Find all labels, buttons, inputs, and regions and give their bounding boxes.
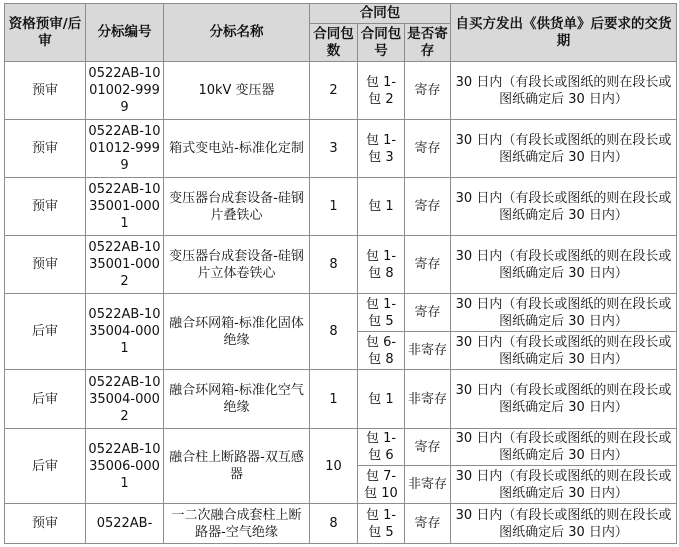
cell-consign: 寄存	[405, 504, 451, 544]
header-delivery: 自买方发出《供货单》后要求的交货期	[451, 4, 677, 62]
cell-consign: 寄存	[405, 236, 451, 294]
cell-name: 一二次融合成套柱上断路器-空气绝缘	[164, 504, 310, 544]
table-row	[5, 236, 677, 294]
cell-code: 0522AB-1035006-0001	[86, 429, 164, 504]
cell-pkg-count: 2	[310, 62, 358, 120]
cell-pkg-count: 8	[310, 236, 358, 294]
cell-code: 0522AB-1035001-0001	[86, 178, 164, 236]
cell-qual: 预审	[5, 178, 86, 236]
cell-consign: 寄存	[405, 62, 451, 120]
table-row	[5, 370, 677, 429]
cell-pkg-no: 包 1-包 5	[358, 294, 405, 332]
cell-name: 变压器台成套设备-硅钢片立体卷铁心	[164, 236, 310, 294]
cell-pkg-count: 1	[310, 178, 358, 236]
cell-consign: 寄存	[405, 294, 451, 332]
cell-pkg-count: 3	[310, 120, 358, 178]
cell-name: 箱式变电站-标准化定制	[164, 120, 310, 178]
cell-qual: 预审	[5, 504, 86, 544]
cell-code: 0522AB-	[86, 504, 164, 544]
cell-name: 变压器台成套设备-硅钢片叠铁心	[164, 178, 310, 236]
header-package-group: 合同包	[310, 4, 451, 24]
cell-name: 融合环网箱-标准化空气绝缘	[164, 370, 310, 429]
header-pkg-count: 合同包数	[310, 24, 358, 62]
cell-consign: 非寄存	[405, 466, 451, 504]
cell-qual: 后审	[5, 429, 86, 504]
cell-qual: 预审	[5, 62, 86, 120]
cell-pkg-no: 包 1-包 2	[358, 62, 405, 120]
cell-delivery: 30 日内（有段长或图纸的则在段长或图纸确定后 30 日内）	[451, 504, 677, 544]
cell-code: 0522AB-1001012-9999	[86, 120, 164, 178]
cell-delivery: 30 日内（有段长或图纸的则在段长或图纸确定后 30 日内）	[451, 332, 677, 370]
cell-delivery: 30 日内（有段长或图纸的则在段长或图纸确定后 30 日内）	[451, 178, 677, 236]
cell-consign: 寄存	[405, 178, 451, 236]
cell-qual: 后审	[5, 370, 86, 429]
cell-consign: 寄存	[405, 120, 451, 178]
header-row-1	[5, 4, 677, 24]
table-row	[5, 429, 677, 466]
table-row	[5, 294, 677, 332]
cell-consign: 非寄存	[405, 370, 451, 429]
cell-pkg-no: 包 1	[358, 370, 405, 429]
cell-delivery: 30 日内（有段长或图纸的则在段长或图纸确定后 30 日内）	[451, 120, 677, 178]
cell-consign: 非寄存	[405, 332, 451, 370]
cell-pkg-count: 1	[310, 370, 358, 429]
cell-pkg-no: 包 1-包 6	[358, 429, 405, 466]
cell-pkg-count: 10	[310, 429, 358, 504]
table-row	[5, 504, 677, 544]
cell-pkg-no: 包 1-包 3	[358, 120, 405, 178]
cell-consign: 寄存	[405, 429, 451, 466]
cell-name: 融合柱上断路器-双互感器	[164, 429, 310, 504]
header-name: 分标名称	[164, 4, 310, 62]
table-row	[5, 62, 677, 120]
header-consign: 是否寄存	[405, 24, 451, 62]
cell-code: 0522AB-1001002-9999	[86, 62, 164, 120]
cell-pkg-no: 包 7-包 10	[358, 466, 405, 504]
cell-name: 融合环网箱-标准化固体绝缘	[164, 294, 310, 370]
cell-qual: 后审	[5, 294, 86, 370]
cell-pkg-no: 包 1-包 8	[358, 236, 405, 294]
cell-code: 0522AB-1035001-0002	[86, 236, 164, 294]
table-row	[5, 178, 677, 236]
cell-delivery: 30 日内（有段长或图纸的则在段长或图纸确定后 30 日内）	[451, 370, 677, 429]
header-qual: 资格预审/后审	[5, 4, 86, 62]
cell-pkg-no: 包 1-包 5	[358, 504, 405, 544]
header-pkg-no: 合同包号	[358, 24, 405, 62]
cell-pkg-count: 8	[310, 504, 358, 544]
cell-delivery: 30 日内（有段长或图纸的则在段长或图纸确定后 30 日内）	[451, 429, 677, 466]
cell-delivery: 30 日内（有段长或图纸的则在段长或图纸确定后 30 日内）	[451, 466, 677, 504]
header-code: 分标编号	[86, 4, 164, 62]
cell-qual: 预审	[5, 236, 86, 294]
table-row	[5, 120, 677, 178]
cell-delivery: 30 日内（有段长或图纸的则在段长或图纸确定后 30 日内）	[451, 62, 677, 120]
cell-name: 10kV 变压器	[164, 62, 310, 120]
cell-code: 0522AB-1035004-0002	[86, 370, 164, 429]
bid-table	[4, 3, 677, 544]
cell-pkg-count: 8	[310, 294, 358, 370]
cell-delivery: 30 日内（有段长或图纸的则在段长或图纸确定后 30 日内）	[451, 294, 677, 332]
cell-qual: 预审	[5, 120, 86, 178]
cell-pkg-no: 包 6-包 8	[358, 332, 405, 370]
cell-delivery: 30 日内（有段长或图纸的则在段长或图纸确定后 30 日内）	[451, 236, 677, 294]
cell-pkg-no: 包 1	[358, 178, 405, 236]
cell-code: 0522AB-1035004-0001	[86, 294, 164, 370]
